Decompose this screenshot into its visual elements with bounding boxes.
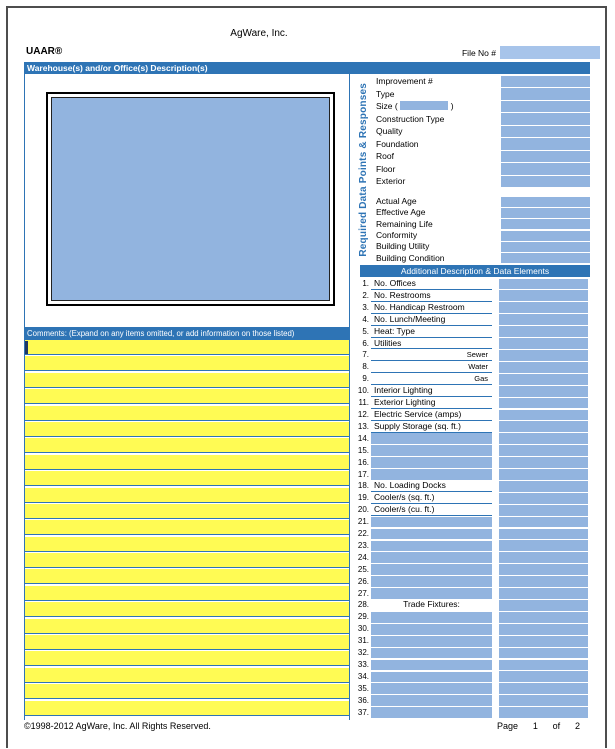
item-value-input[interactable] [499,279,588,290]
list-item [352,457,590,469]
list-item [352,695,590,707]
list-item [352,469,590,481]
item-number: 26. [357,576,369,586]
list-item [352,623,590,635]
field-input[interactable] [501,163,590,174]
list-item [352,278,590,290]
item-spacer [492,588,499,600]
list-item [352,540,590,552]
item-spacer [492,659,499,671]
item-value-input[interactable] [499,421,588,432]
list-item [352,409,590,421]
additional-items-list [352,278,590,719]
list-item [352,361,590,373]
item-value-input[interactable] [499,564,588,575]
item-number: 6. [362,338,369,348]
item-value-input[interactable] [499,576,588,587]
item-label: Heat: Type [371,326,492,338]
item-number: 8. [362,362,369,372]
item-label-input[interactable] [371,672,492,683]
company-title: AgWare, Inc. [230,28,288,39]
item-number: 28. [357,600,369,610]
field-input[interactable] [501,208,590,218]
field-input[interactable] [501,219,590,229]
item-value-input[interactable] [499,552,588,563]
field-label: Conformity [376,229,418,240]
item-number: 27. [357,588,369,598]
list-item [352,338,590,350]
item-number: 15. [357,445,369,455]
item-spacer [492,504,499,516]
item-spacer [492,540,499,552]
item-label-input[interactable] [371,624,492,635]
item-value-input[interactable] [499,707,588,718]
required-fields-group1 [376,75,590,188]
list-item [352,349,590,361]
item-label: No. Restrooms [371,290,492,302]
comment-line[interactable] [25,406,349,421]
item-number: 32. [357,648,369,658]
list-item [352,504,590,516]
required-data-vertical-header [352,75,374,264]
item-number: 21. [357,517,369,527]
item-value-input[interactable] [499,660,588,671]
item-number: 16. [357,457,369,467]
item-spacer [492,611,499,623]
item-value-input[interactable] [499,540,588,551]
item-number: 31. [357,636,369,646]
list-item [352,635,590,647]
list-item [352,528,590,540]
required-data-vertical-label: Required Data Points & Responses [357,82,369,257]
copyright-text: ©1998-2012 AgWare, Inc. All Rights Reserved. [24,721,211,731]
item-value-input[interactable] [499,683,588,694]
comment-line[interactable] [25,569,349,584]
item-label: Interior Lighting [371,385,492,397]
item-label-input[interactable] [371,469,492,480]
item-spacer [492,397,499,409]
list-item [352,397,590,409]
list-item [352,564,590,576]
item-spacer [492,433,499,445]
item-number: 33. [357,660,369,669]
list-item [352,492,590,504]
item-label: No. Lunch/Meeting [371,314,492,326]
item-spacer [492,326,499,338]
item-value-input[interactable] [499,671,588,682]
item-label-input[interactable] [371,660,492,671]
item-label-input[interactable] [371,564,492,575]
item-value-input[interactable] [499,588,588,599]
item-number: 30. [357,624,369,634]
item-spacer [492,623,499,635]
item-number: 12. [357,409,369,419]
item-number: 17. [357,469,369,479]
item-spacer [492,373,499,385]
text-cursor [25,341,28,354]
comment-line[interactable] [25,389,349,404]
section-header-warehouse: Warehouse(s) and/or Office(s) Description(s) [24,62,590,74]
item-value-input[interactable] [499,517,588,528]
item-label-input[interactable] [371,529,492,540]
list-item [352,552,590,564]
item-label: Trade Fixtures: [403,599,460,610]
item-value-input[interactable] [499,624,588,635]
page-word: Page [497,721,519,731]
list-item [352,576,590,588]
item-spacer [492,445,499,457]
list-item [352,516,590,528]
of-word: of [552,721,561,731]
item-number: 34. [357,671,369,681]
comment-line[interactable] [25,504,349,519]
comment-line[interactable] [25,668,349,683]
item-value-input[interactable] [499,410,588,421]
field-row [376,253,590,264]
item-spacer [492,361,499,373]
item-label-input[interactable] [371,541,492,552]
item-label-input[interactable] [371,576,492,587]
field-label: Actual Age [376,196,417,206]
comment-line[interactable] [25,373,349,388]
field-row [376,150,590,163]
item-label-input[interactable] [371,695,492,706]
list-item [352,599,590,611]
field-input[interactable] [501,76,590,87]
item-value-input[interactable] [499,290,588,301]
field-input[interactable] [501,101,590,112]
item-spacer [492,385,499,397]
item-value-input[interactable] [499,600,588,611]
item-number: 29. [357,612,369,622]
list-item [352,671,590,683]
field-label: Type [376,88,395,99]
item-label-input[interactable] [371,552,492,563]
comment-line[interactable] [25,340,349,355]
field-input[interactable] [501,176,590,187]
field-input[interactable] [501,242,590,252]
list-item [352,314,590,326]
item-value-input[interactable] [499,386,588,397]
item-number: 35. [357,683,369,693]
item-number: 10. [357,386,369,396]
field-row [376,241,590,252]
field-label: Floor [376,163,396,174]
item-spacer [492,338,499,350]
item-value-input[interactable] [499,326,588,337]
item-spacer [492,647,499,659]
item-label-input[interactable] [371,457,492,468]
item-number: 22. [357,529,369,539]
item-spacer [492,683,499,695]
item-spacer [492,528,499,540]
item-spacer [492,409,499,421]
item-label-input[interactable] [371,433,492,444]
item-label-input[interactable] [371,683,492,694]
item-value-input[interactable] [499,350,588,361]
photo-placeholder[interactable] [51,97,330,301]
item-number: 23. [357,540,369,550]
field-input[interactable] [501,197,590,207]
field-row [376,113,590,126]
item-number: 25. [357,564,369,574]
item-spacer [492,349,499,361]
field-input[interactable] [501,126,590,137]
file-no-label: File No # [461,48,496,58]
list-item [352,659,590,671]
field-input[interactable] [501,231,590,241]
comment-line[interactable] [25,356,349,371]
item-number: 4. [362,314,369,324]
item-value-input[interactable] [499,302,588,313]
item-value-input[interactable] [499,481,588,492]
item-value-input[interactable] [499,648,588,659]
comments-header: Comments: (Expand on any items omitted, or add information on those listed) [24,327,350,340]
item-spacer [492,671,499,683]
item-number: 19. [357,493,369,503]
item-label-input[interactable] [371,517,492,528]
field-label: Construction Type [376,113,445,124]
comment-line[interactable] [25,602,349,617]
comment-line[interactable] [25,422,349,437]
list-item [352,433,590,445]
comment-line[interactable] [25,619,349,634]
item-value-input[interactable] [499,374,588,385]
item-number: 20. [357,505,369,515]
item-value-input[interactable] [499,338,588,349]
item-number: 9. [362,374,369,384]
item-spacer [492,480,499,492]
additional-elements-header: Additional Description & Data Elements [360,265,590,277]
item-label: No. Loading Docks [371,480,492,492]
comment-line[interactable] [25,586,349,601]
item-number: 2. [362,290,369,300]
field-label: Exterior [376,176,406,187]
list-item [352,421,590,433]
comment-line[interactable] [25,455,349,470]
item-value-input[interactable] [499,612,588,623]
list-item [352,445,590,457]
field-row [376,100,590,113]
item-label-input[interactable] [371,612,492,623]
list-item [352,302,590,314]
item-label: Water [371,361,492,373]
page-info [497,721,580,731]
list-item [352,707,590,719]
item-number: 1. [362,279,369,288]
list-item [352,326,590,338]
item-spacer [492,421,499,433]
item-value-input[interactable] [499,529,588,540]
list-item [352,611,590,623]
item-spacer [492,457,499,469]
comment-line[interactable] [25,537,349,552]
comment-line[interactable] [25,651,349,666]
comment-line[interactable] [25,471,349,486]
field-row [376,138,590,151]
item-value-input[interactable] [499,695,588,706]
comments-area [24,340,350,720]
comment-line[interactable] [25,684,349,699]
size-unit-input[interactable] [400,101,448,110]
field-input[interactable] [501,253,590,263]
list-item [352,373,590,385]
photo-frame [46,92,335,306]
item-value-input[interactable] [499,398,588,409]
item-label: Cooler/s (cu. ft.) [371,504,492,516]
item-value-input[interactable] [499,493,588,504]
item-value-input[interactable] [499,362,588,373]
field-input[interactable] [501,151,590,162]
item-spacer [492,635,499,647]
item-label: No. Handicap Restroom [371,302,492,314]
item-value-input[interactable] [499,445,588,456]
field-label: Effective Age [376,207,426,218]
list-item [352,480,590,492]
field-row [376,175,590,188]
item-label: Cooler/s (sq. ft.) [371,492,492,504]
field-label: Building Utility [376,241,430,252]
item-spacer [492,695,499,707]
total-pages: 2 [574,721,580,731]
item-value-input[interactable] [499,457,588,468]
field-label: Remaining Life [376,218,433,229]
item-label-input[interactable] [371,707,492,718]
field-input[interactable] [501,113,590,124]
field-label: Improvement # [376,76,433,86]
list-item [352,588,590,600]
item-number: 37. [357,707,369,717]
item-spacer [492,302,499,314]
field-label: Size ( ) [376,101,454,112]
field-input[interactable] [501,138,590,149]
field-row [376,75,590,88]
item-value-input[interactable] [499,636,588,647]
item-label: Exterior Lighting [371,397,492,409]
item-number: 14. [357,433,369,443]
item-label: Gas [371,373,492,385]
field-label: Quality [376,126,403,137]
field-label: Roof [376,151,394,162]
list-item [352,683,590,695]
item-number: 5. [362,326,369,336]
item-number: 7. [362,350,369,360]
item-number: 36. [357,695,369,705]
page-number: 1 [532,721,538,731]
comment-line[interactable] [25,520,349,535]
list-item [352,290,590,302]
comment-line[interactable] [25,488,349,503]
field-row [376,219,590,230]
comment-line[interactable] [25,635,349,650]
file-no-input[interactable] [500,46,600,59]
item-label-input[interactable] [371,445,492,456]
item-spacer [492,314,499,326]
item-label: No. Offices [371,278,492,290]
item-value-input[interactable] [499,469,588,480]
item-spacer [492,576,499,588]
field-row [376,88,590,101]
field-row [376,230,590,241]
item-number: 3. [362,302,369,312]
item-label: Supply Storage (sq. ft.) [371,421,492,433]
item-label-input[interactable] [371,648,492,659]
item-spacer [492,290,499,302]
comment-line[interactable] [25,701,349,716]
comment-line[interactable] [25,438,349,453]
item-value-input[interactable] [499,314,588,325]
photo-section [24,74,350,327]
list-item [352,647,590,659]
field-row [376,207,590,218]
item-value-input[interactable] [499,433,588,444]
field-label: Building Condition [376,252,445,263]
item-number: 11. [358,398,369,408]
app-label: UAAR® [26,46,63,57]
item-spacer [492,599,499,611]
item-spacer [492,552,499,564]
item-label-input[interactable] [371,636,492,647]
item-value-input[interactable] [499,505,588,516]
item-number: 18. [357,481,369,491]
required-fields-group2 [376,196,590,264]
item-number: 24. [357,552,369,562]
item-label-input[interactable] [371,588,492,599]
item-spacer [492,516,499,528]
item-number: 13. [357,421,369,431]
list-item [352,385,590,397]
item-spacer [492,469,499,481]
field-input[interactable] [501,88,590,99]
field-row [376,125,590,138]
item-label: Electric Service (amps) [371,409,492,421]
item-spacer [492,564,499,576]
comment-line[interactable] [25,553,349,568]
item-label: Utilities [371,338,492,350]
item-label: Sewer [371,349,492,361]
field-row [376,196,590,207]
field-label: Foundation [376,138,419,149]
item-spacer [492,707,499,719]
item-spacer [492,278,499,290]
field-row [376,163,590,176]
item-spacer [492,492,499,504]
